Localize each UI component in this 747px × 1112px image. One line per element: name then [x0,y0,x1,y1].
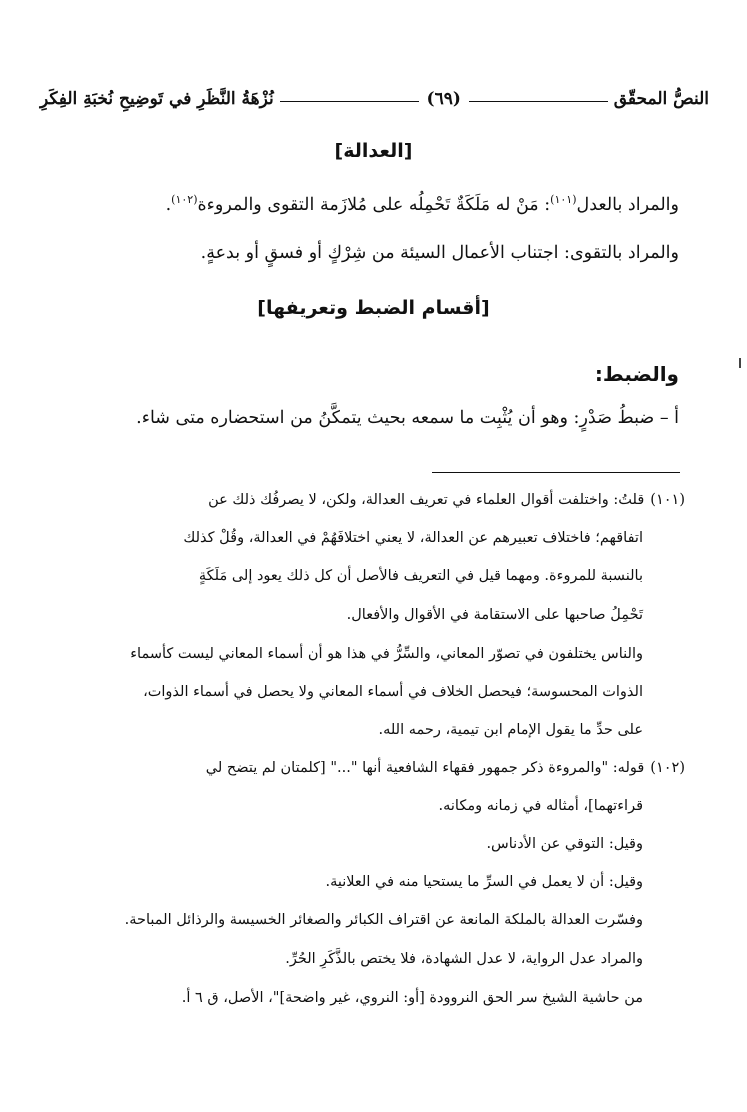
footnote-line: والناس يختلفون في تصوّر المعاني، والسِّرُّ في هذا هو أن أسماء المعاني ليست كأسماء [130,646,643,662]
body-text: والمراد بالعدل [576,194,679,215]
body-text: . [165,194,172,215]
footnote-ref: (١٠١) [550,193,577,206]
footnote-line: تَحْمِلُ صاحبها على الاستقامة في الأقوال والأفعال. [346,607,643,623]
scan-edge-mark [739,358,741,368]
footnote-line: على حدِّ ما يقول الإمام ابن تيمية، رحمه الله. [378,722,643,738]
footnote-102 [42,760,685,776]
footnote-separator [432,472,680,473]
body-line-taqwa: والمراد بالتقوى: اجتناب الأعمال السيئة من شِرْكٍ أو فسقٍ أو بدعةٍ. [200,243,679,263]
footnote-line: بالنسبة للمروءة. ومهما قيل في التعريف فالأصل أن كل ذلك يعود إلى مَلَكَةٍ [198,568,643,584]
section-heading-adala: [العدالة] [334,140,413,162]
page-number: (٦٩) [426,89,461,109]
running-header [40,82,709,116]
footnote-101 [42,492,685,508]
footnote-line: من حاشية الشيخ سر الحق النروودة [أو: النروي، غير واضحة]"، الأصل، ق ٦ أ. [181,990,643,1006]
footnote-number: (١٠١) [650,492,685,508]
section-heading-dabt: [أقسام الضبط وتعريفها] [257,297,490,319]
footnote-line: وفسّرت العدالة بالملكة المانعة عن اقتراف الكبائر والصغائر الخسيسة والرذائل المباحة. [124,912,643,928]
footnote-text: قوله: "والمروءة ذكر جمهور فقهاء الشافعية أنها "..." [كلمتان لم يتضح لي [205,760,645,776]
header-book-title: نُزْهَةُ النَّظَرِ في تَوضِيحِ نُخبَةِ الفِكَرِ [40,89,274,109]
body-line-dabt-sadr: أ – ضبطُ صَدْرٍ: وهو أن يُثْبِت ما سمعه بحيث يتمكَّنُ من استحضاره متى شاء. [136,408,679,428]
footnote-line: وقيل: التوقي عن الأدناس. [486,836,643,852]
footnote-line: قراءتهما]، أمثاله في زمانه ومكانه. [438,798,643,814]
footnote-number: (١٠٢) [650,760,685,776]
footnote-line: والمراد عدل الرواية، لا عدل الشهادة، فلا يختص بالذَّكَرِ الحُرِّ. [285,951,643,967]
dabt-label: والضبط: [594,362,679,386]
header-rule [280,101,419,102]
footnote-ref: (١٠٢) [171,193,198,206]
footnote-line: الذوات المحسوسة؛ فيحصل الخلاف في أسماء المعاني ولا يحصل في أسماء الذوات، [143,684,643,700]
footnote-line: اتفاقهم؛ فاختلاف تعبيرهم عن العدالة، لا يعني اختلافَهُمْ في العدالة، وقُلْ كذلك [183,530,643,546]
footnote-line: وقيل: أن لا يعمل في السرِّ ما يستحيا منه في العلانية. [325,874,643,890]
header-section-title: النصُّ المحقّق [613,89,709,109]
footnote-text: قلتُ: واختلفت أقوال العلماء في تعريف العدالة، ولكن، لا يصرفُك ذلك عن [208,492,645,508]
body-text: : مَنْ له مَلَكَةٌ تَحْمِلُه على مُلازَمة التقوى والمروءة [197,194,551,215]
header-rule [469,101,608,102]
body-line-adl [40,193,679,215]
